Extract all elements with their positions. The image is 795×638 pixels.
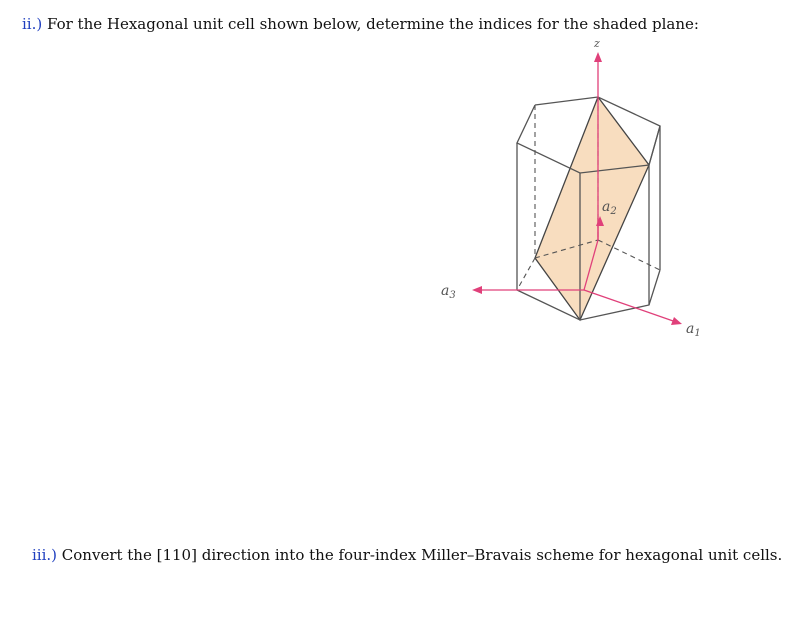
a3-axis-label	[441, 283, 456, 301]
hexagonal-unit-cell-figure	[400, 30, 730, 350]
a1-axis-subscript: 1	[694, 328, 701, 339]
z-axis-label: z	[594, 37, 600, 50]
shaded-plane	[535, 97, 649, 320]
question-iii	[32, 546, 782, 564]
a3-axis-subscript: 3	[449, 290, 456, 301]
question-iii-text: Convert the [110] direction into the four-index Miller–Bravais scheme for hexagonal unit cells.	[61, 546, 783, 564]
a2-axis-subscript: 2	[610, 206, 617, 217]
a3-axis-letter: a	[441, 283, 450, 299]
a2-axis-letter: a	[602, 199, 611, 215]
a1-axis-label	[686, 321, 701, 339]
a1-arrowhead	[671, 317, 682, 325]
question-iii-number: iii.)	[32, 546, 58, 564]
a1-axis-letter: a	[686, 321, 695, 337]
a3-arrowhead	[472, 286, 482, 294]
question-ii-text: For the Hexagonal unit cell shown below, determine the indices for the shaded plane:	[47, 15, 699, 33]
question-ii-number: ii.)	[22, 15, 43, 33]
z-arrowhead	[594, 52, 602, 62]
